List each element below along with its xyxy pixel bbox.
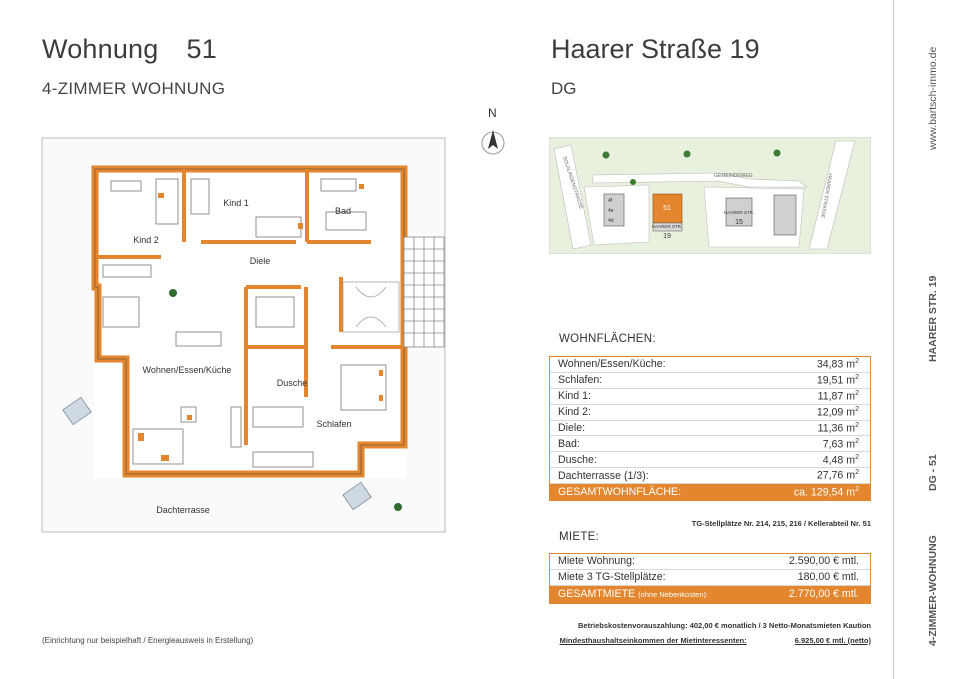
rent-row: Miete Wohnung: 2.590,00 € mtl. — [550, 554, 870, 570]
site-unit-4e: 4e — [608, 208, 614, 214]
site-plan — [549, 137, 871, 254]
street-address: Haarer Straße 19 — [551, 34, 760, 64]
room-wohnen: Wohnen/Essen/Küche — [142, 365, 232, 375]
area-row: Kind 2: 12,09 $m^2$ — [550, 405, 870, 421]
costs-note: Betriebskostenvorauszahlung: 402,00 € monatlich / 3 Netto-Monatsmieten Kaution — [578, 621, 871, 630]
site-right-label: HAARER STR. — [723, 210, 755, 215]
apartment-type: 4-ZIMMER WOHNUNG — [42, 79, 226, 98]
page-title — [42, 34, 217, 65]
site-main-number: 19 — [663, 233, 671, 240]
room-bad: Bad — [334, 206, 352, 216]
floor-plan — [41, 137, 446, 533]
site-main-label: HAARER STR. — [651, 224, 683, 229]
room-dachterrasse: Dachterrasse — [156, 505, 210, 515]
title-word: Wohnung — [42, 34, 159, 64]
room-diele: Diele — [249, 256, 271, 266]
sidebar-type: 4-ZIMMER-WOHNUNG — [927, 535, 939, 646]
site-street-right: HAARER STRASSE — [819, 172, 833, 219]
site-right-number: 15 — [735, 219, 743, 226]
floorplan-note: (Einrichtung nur beispielhaft / Energieausweis in Erstellung) — [42, 636, 254, 645]
site-unit-51: 51 — [663, 205, 671, 212]
rent-total-row: GESAMTMIETE (ohne Nebenkosten): 2.770,00 € mtl. — [550, 586, 870, 603]
north-compass-icon — [479, 106, 507, 160]
area-row: Dusche: 4,48 $m^2$ — [550, 452, 870, 468]
wohnflaechen-table — [549, 356, 871, 501]
area-row: Dachterrasse (1/3): 27,76 $m^2$ — [550, 468, 870, 484]
compass-label: N — [488, 106, 497, 120]
site-street-left: SOLALINDENSTRASSE — [561, 155, 584, 210]
room-schlafen: Schlafen — [316, 419, 352, 429]
website-link[interactable]: www.bartsch-immo.de — [927, 46, 939, 150]
miete-table — [549, 553, 871, 604]
sidebar-street: HAARER STR. 19 — [927, 275, 939, 362]
sidebar-unit: DG - 51 — [927, 454, 939, 491]
rent-row: Miete 3 TG-Stellplätze: 180,00 € mtl. — [550, 570, 870, 586]
area-total-row: GESAMTWOHNFLÄCHE: ca. 129,54 $m^2$ — [550, 484, 870, 500]
site-street-mid: GEMEINDEWEG — [714, 173, 753, 179]
miete-heading: MIETE: — [559, 531, 600, 543]
room-kind1: Kind 1 — [223, 198, 249, 208]
site-unit-4f: 4f — [608, 198, 613, 204]
income-note: Mindesthaushaltseinkommen der Mietinteressenten: 6.925,00 € mtl. (netto) — [559, 636, 871, 645]
area-row: Bad: 7,63 $m^2$ — [550, 436, 870, 452]
area-row: Wohnen/Essen/Küche: 34,83 $m^2$ — [550, 357, 870, 373]
area-row: Kind 1: 11,87 $m^2$ — [550, 389, 870, 405]
sidebar-divider — [893, 0, 894, 679]
site-unit-4d: 4d — [608, 218, 614, 224]
parking-note: TG-Stellplätze Nr. 214, 215, 216 / Kellerabteil Nr. 51 — [691, 519, 871, 528]
room-kind2: Kind 2 — [133, 235, 159, 245]
floor-label: DG — [551, 79, 577, 98]
area-row: Diele: 11,36 $m^2$ — [550, 421, 870, 437]
area-row: Schlafen: 19,51 $m^2$ — [550, 373, 870, 389]
room-dusche: Dusche — [276, 378, 308, 388]
wohnflaechen-heading: WOHNFLÄCHEN: — [559, 333, 656, 345]
unit-number: 51 — [186, 34, 217, 64]
